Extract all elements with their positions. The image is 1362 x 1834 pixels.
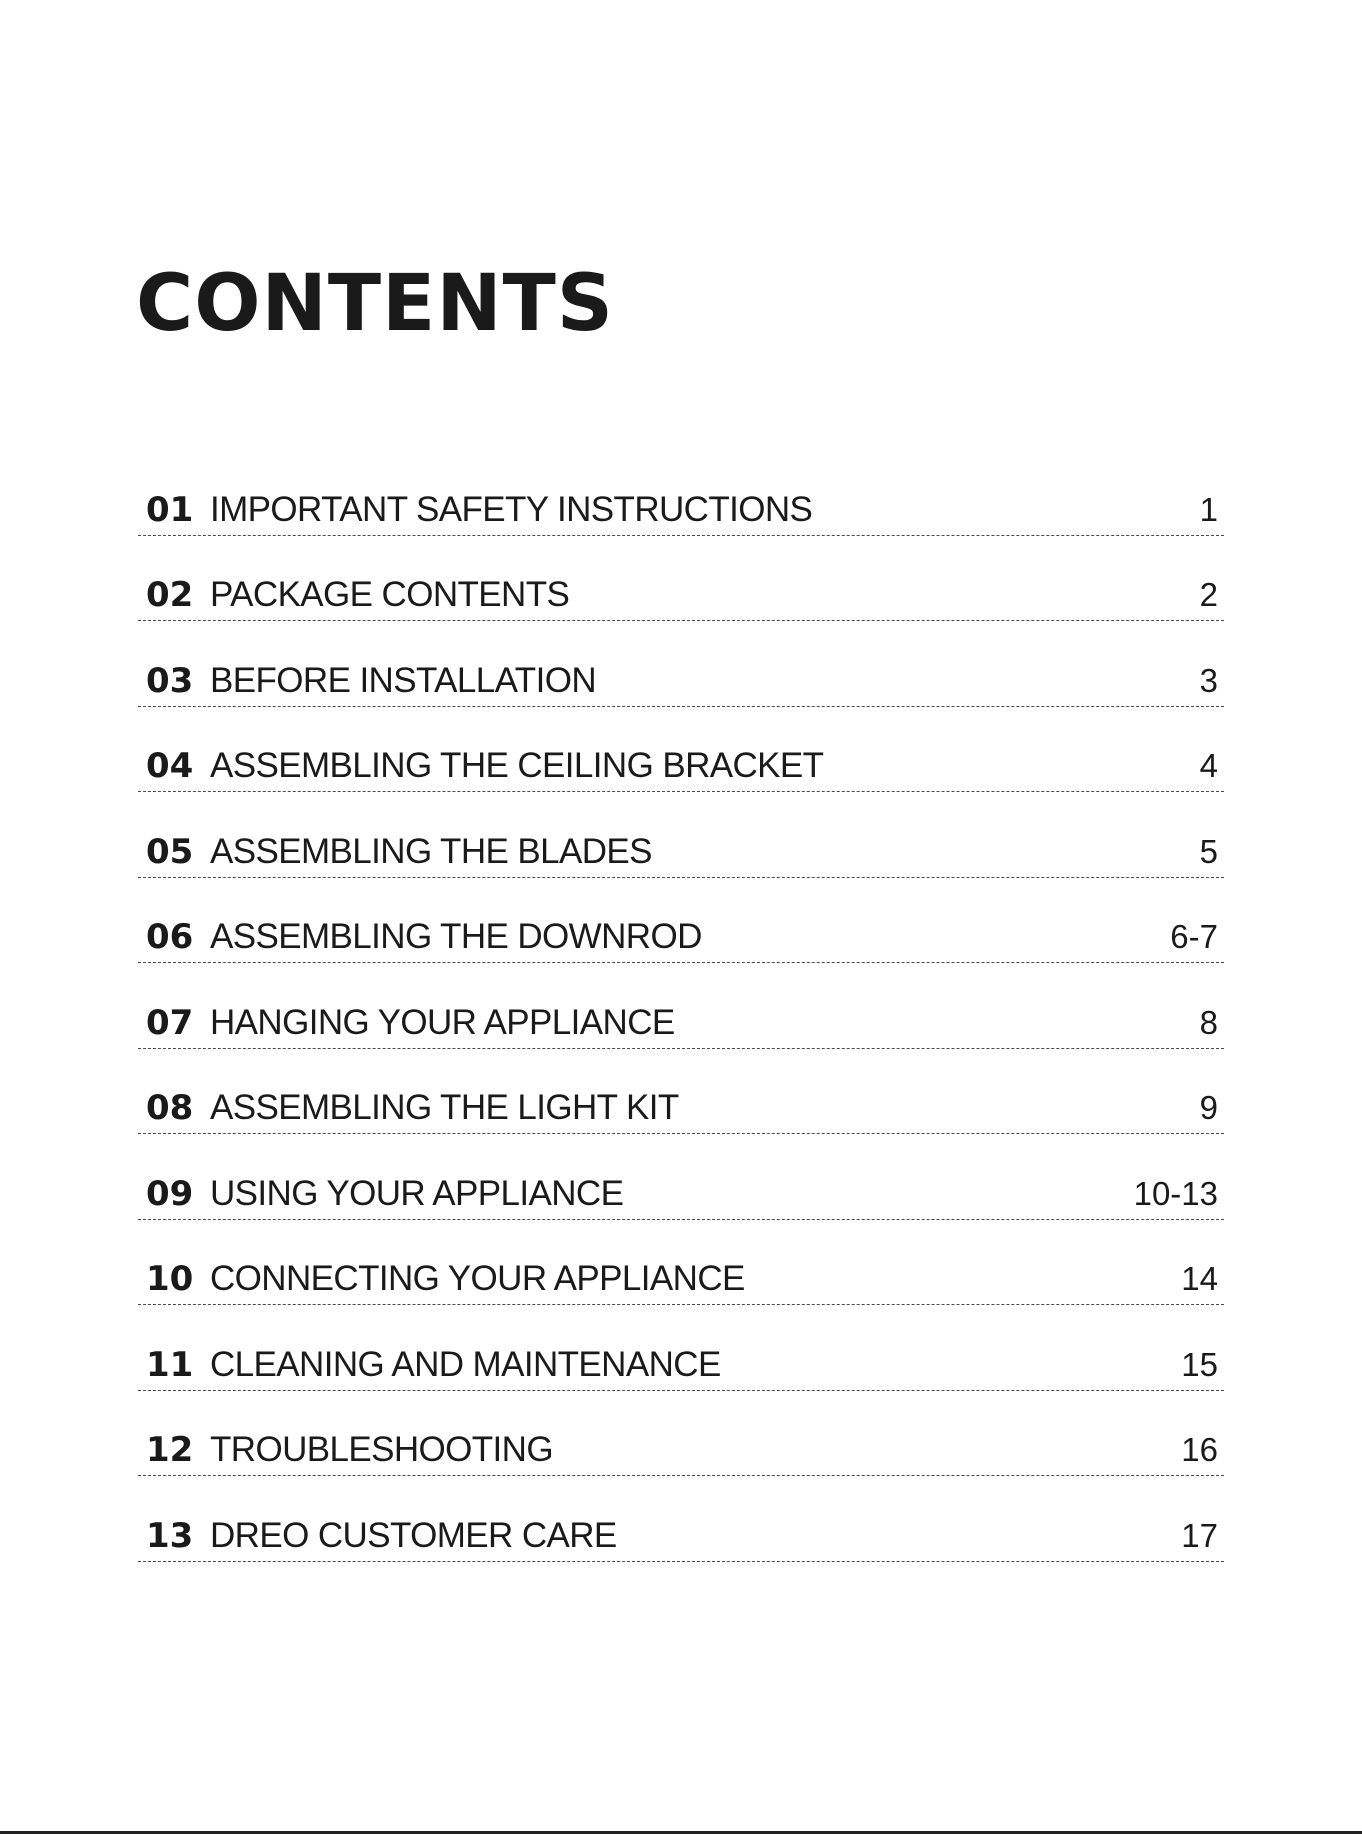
toc-entry-number: 08	[146, 1088, 194, 1128]
toc-entry-page: 3	[1199, 661, 1218, 699]
toc-entry-number: 05	[146, 831, 194, 872]
toc-entry-page: 1	[1199, 490, 1218, 528]
toc-entry-number: 09	[146, 1173, 194, 1214]
toc-entry[interactable]	[138, 1134, 1224, 1220]
toc-entry-number: 04	[146, 746, 194, 786]
toc-entry-number: 02	[146, 575, 194, 615]
toc-entry-title: DREO CUSTOMER CARE	[210, 1515, 617, 1555]
toc-entry-page: 15	[1181, 1345, 1218, 1383]
toc-entry-number: 12	[146, 1430, 194, 1470]
page-title: CONTENTS	[136, 259, 614, 349]
toc-entry-number: 03	[146, 660, 194, 701]
toc-entry-number: 13	[146, 1515, 194, 1556]
toc-entry-page: 14	[1181, 1260, 1218, 1297]
toc-entry-page: 8	[1199, 1003, 1218, 1041]
toc-entry[interactable]	[138, 1305, 1224, 1391]
toc-entry-number: 10	[146, 1259, 194, 1299]
toc-entry-page: 4	[1199, 747, 1218, 784]
toc-entry[interactable]	[138, 536, 1224, 622]
toc-entry-number: 06	[146, 917, 194, 957]
toc-entry-title: BEFORE INSTALLATION	[210, 660, 596, 700]
toc-entry-title: HANGING YOUR APPLIANCE	[210, 1002, 675, 1042]
toc-entry-title: PACKAGE CONTENTS	[210, 575, 570, 614]
toc-entry-number: 07	[146, 1002, 194, 1043]
toc-entry-page: 5	[1199, 832, 1218, 870]
toc-entry-number: 01	[146, 489, 194, 530]
toc-entry-title: USING YOUR APPLIANCE	[210, 1173, 624, 1213]
toc-entry-number: 11	[146, 1344, 194, 1385]
toc-entry-title: TROUBLESHOOTING	[210, 1430, 553, 1469]
toc-entry[interactable]	[138, 792, 1224, 878]
toc-entry[interactable]	[138, 878, 1224, 964]
toc-entry[interactable]	[138, 963, 1224, 1049]
toc-entry[interactable]	[138, 1391, 1224, 1477]
toc-entry-title: ASSEMBLING THE DOWNROD	[210, 917, 702, 956]
toc-entry[interactable]	[138, 1220, 1224, 1306]
toc-entry[interactable]	[138, 707, 1224, 793]
toc-entry[interactable]	[138, 1476, 1224, 1562]
toc-entry-page: 9	[1199, 1089, 1218, 1126]
toc-entry-title: ASSEMBLING THE LIGHT KIT	[210, 1088, 679, 1127]
toc-entry[interactable]	[138, 450, 1224, 536]
toc-entry-title: CONNECTING YOUR APPLIANCE	[210, 1259, 745, 1298]
toc-entry[interactable]	[138, 621, 1224, 707]
toc-entry-title: IMPORTANT SAFETY INSTRUCTIONS	[210, 489, 813, 529]
toc-entry-title: ASSEMBLING THE CEILING BRACKET	[210, 746, 824, 785]
toc-entry-title: CLEANING AND MAINTENANCE	[210, 1344, 721, 1384]
table-of-contents	[138, 450, 1224, 1562]
toc-entry-page: 10-13	[1133, 1174, 1218, 1212]
toc-entry-page: 6-7	[1170, 918, 1218, 955]
toc-entry-page: 17	[1181, 1516, 1218, 1554]
toc-entry-page: 16	[1181, 1431, 1218, 1468]
toc-entry-title: ASSEMBLING THE BLADES	[210, 831, 652, 871]
toc-entry-page: 2	[1199, 576, 1218, 613]
toc-entry[interactable]	[138, 1049, 1224, 1135]
